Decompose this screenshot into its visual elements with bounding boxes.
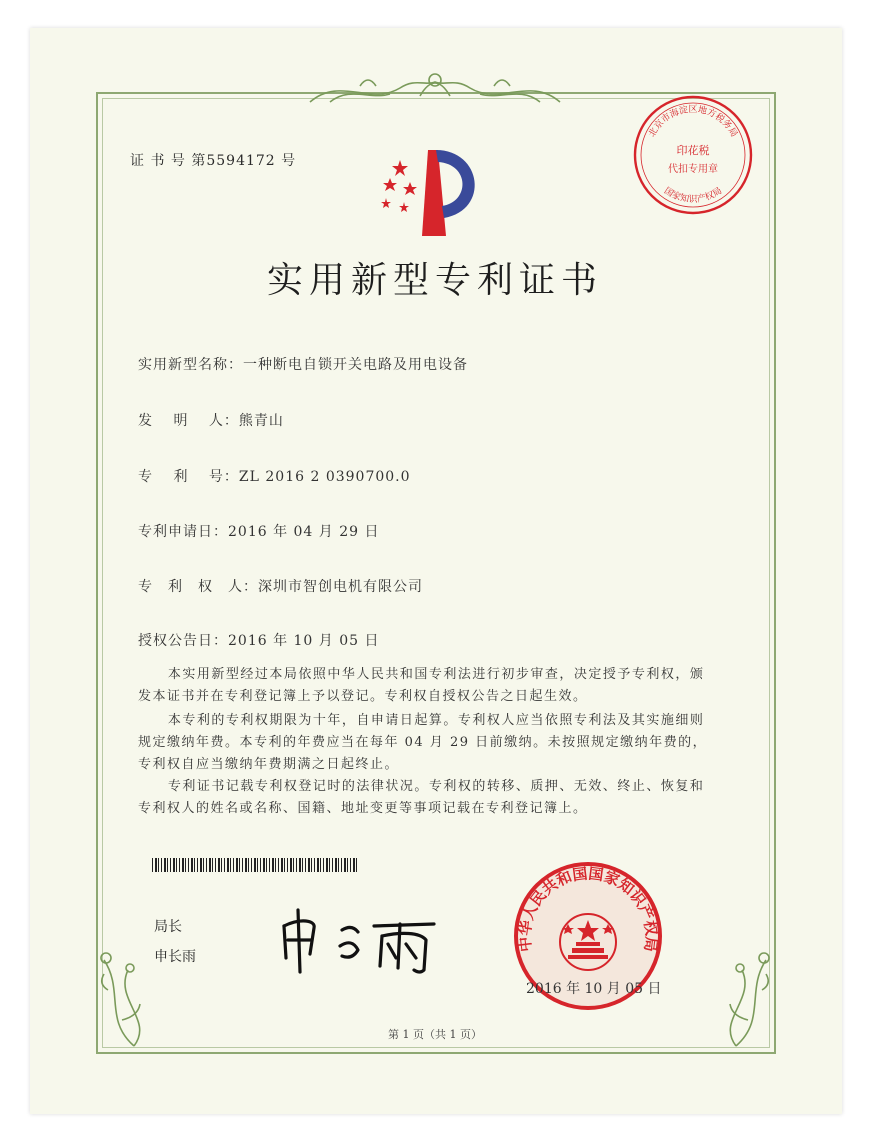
paragraph-legal-status: 专利证书记载专利权登记时的法律状况。专利权的转移、质押、无效、终止、恢复和专利权人的姓名或名称、国籍、地址变更等事项记载在专利登记簿上。 — [138, 779, 705, 816]
director-signature — [270, 896, 450, 980]
field-value: 2016 年 04 月 29 日 — [228, 524, 380, 540]
official-seal-text: 中华人民共和国国家知识产权局 — [515, 864, 661, 953]
director-name: 申长雨 — [154, 949, 196, 965]
tax-stamp — [630, 92, 756, 218]
certificate-title: 实用新型专利证书 — [266, 260, 603, 301]
barcode — [152, 858, 358, 872]
field-patent-number — [138, 466, 411, 486]
field-label: 专 利 号： — [138, 469, 239, 485]
issue-date: 2016 年 10 月 05 日 — [526, 981, 662, 997]
field-label: 授权公告日： — [138, 633, 228, 649]
field-utility-model-name — [138, 354, 468, 374]
paragraph-term-statement: 本专利的专利权期限为十年，自申请日起算。专利权人应当依照专利法及其实施细则规定缴纳年费。本专利的年费应当在每年 04 月 29 日前缴纳。未按照规定缴纳年费的，专利权自应当缴纳年费期满之日起终止。 — [138, 713, 708, 772]
tax-stamp-bottom-text: 国家知识产权局 — [661, 186, 725, 205]
paragraph-grant-statement: 本实用新型经过本局依照中华人民共和国专利法进行初步审查，决定授予专利权，颁发本证书并在专利登记簿上予以登记。专利权自授权公告之日起生效。 — [138, 667, 705, 704]
field-value: 深圳市智创电机有限公司 — [258, 579, 423, 595]
field-value: ZL 2016 2 0390700.0 — [238, 469, 411, 485]
certificate-number: 证 书 号 第5594172 号 — [130, 153, 297, 169]
tax-stamp-top-text: 北京市海淀区地方税务局 — [647, 105, 739, 140]
field-inventor — [138, 410, 284, 430]
field-label: 专利申请日： — [138, 524, 228, 540]
field-value: 熊青山 — [238, 413, 284, 429]
tax-stamp-line3: 代扣专用章 — [668, 164, 718, 175]
field-label: 专 利 权 人： — [138, 579, 258, 595]
field-filing-date — [138, 521, 380, 541]
field-label: 发 明 人： — [138, 413, 239, 429]
field-label: 实用新型名称： — [138, 357, 243, 373]
field-value: 2016 年 10 月 05 日 — [228, 633, 380, 649]
page-number: 第 1 页（共 1 页） — [388, 1028, 482, 1041]
top-ornament — [300, 66, 570, 114]
tax-stamp-line2: 印花税 — [676, 144, 710, 157]
field-patentee — [138, 576, 423, 596]
field-grant-date — [138, 630, 380, 650]
patent-office-logo — [370, 140, 500, 240]
field-value: 一种断电自锁开关电路及用电设备 — [243, 357, 468, 373]
director-title: 局长 — [154, 919, 182, 935]
